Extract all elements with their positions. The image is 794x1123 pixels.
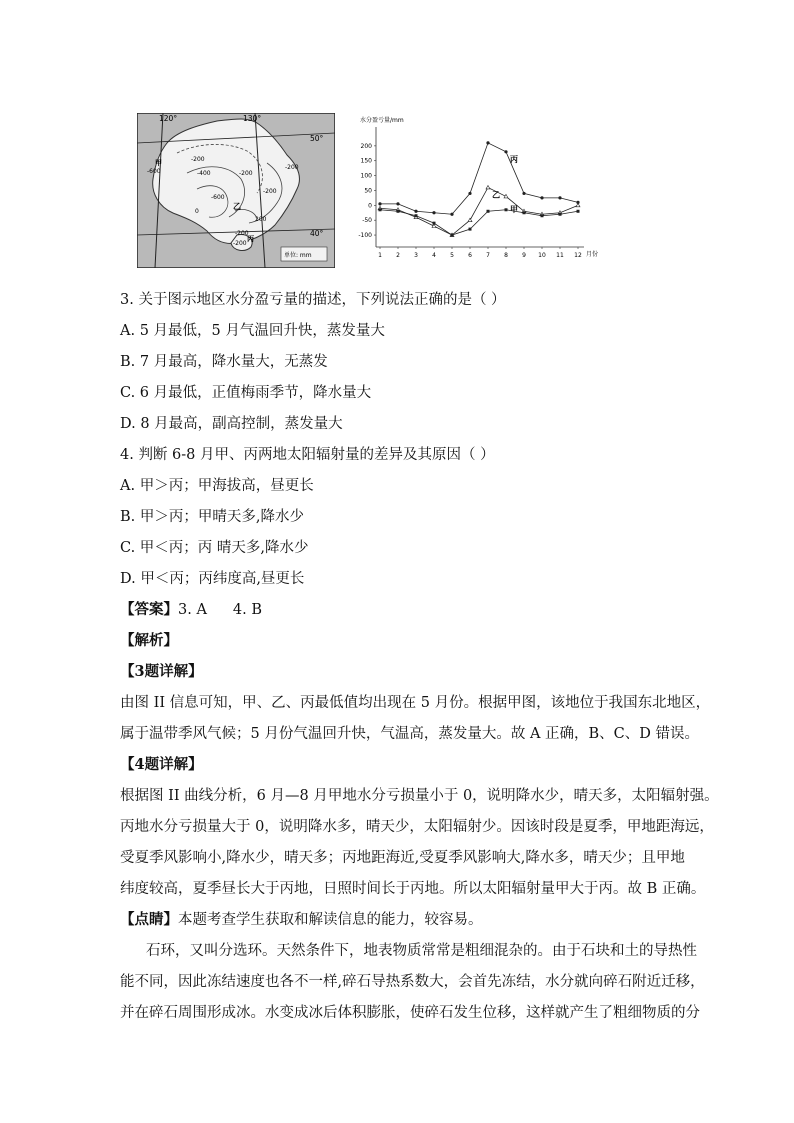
place-label-yi: 乙 [233,202,241,211]
data-point [432,211,435,214]
q4-stem: 4. 判断 6-8 月甲、丙两地太阳辐射量的差异及其原因（ ） [120,447,495,463]
detail4-line: 纬度较高，夏季昼长大于丙地，日照时间长于丙地。所以太阳辐射量甲大于丙。故 B 正确。 [120,881,706,897]
contour-label: -200 [239,170,253,177]
x-tick-label: 9 [522,252,526,259]
lat-label: 50° [310,134,324,143]
data-point [486,185,490,189]
x-tick-label: 3 [414,252,418,259]
answer-4: 4. B [232,602,263,618]
answer-label: 【答案】 [120,601,178,618]
y-tick-label: -100 [358,232,372,240]
data-point [559,213,562,216]
data-point [540,196,543,199]
chart-xlabel: 月份 [586,251,599,258]
lat-label: 40° [310,229,324,238]
data-point [433,222,436,225]
y-tick-label: 150 [360,157,372,165]
data-point [577,210,580,213]
contour-label: 200 [255,216,267,223]
detail4-line: 受夏季风影响小,降水少，晴天多；丙地距海近,受夏季风影响大,降水多，晴天少；且甲地 [120,850,685,866]
detail4-label: 【4题详解】 [120,756,203,773]
data-point [450,213,453,216]
data-point [379,208,382,211]
place-label-bing: 丙 [247,235,254,243]
data-point [414,210,417,213]
detail4-line: 根据图 II 曲线分析，6 月—8 月甲地水分亏损量小于 0，说明降水少，晴天多，太阳辐射强。 [120,788,719,804]
answer-3: 3. A [178,602,207,618]
x-tick-label: 1 [378,252,382,259]
y-tick-label: 100 [360,172,372,180]
contour-label: -600 [147,168,161,175]
passage-line: 并在碎石周围形成冰。水变成冰后体积膨胀，使碎石发生位移，这样就产生了粗细物质的分 [120,1005,700,1021]
y-tick-label: 0 [368,202,372,210]
contour-label: -200 [285,164,299,171]
detail3-line: 属于温带季风气候；5 月份气温回升快，气温高，蒸发量大。故 A 正确，B、C、D 错误。 [120,726,700,742]
contour-label: -200 [235,230,249,237]
series-label: 乙 [492,190,500,200]
data-point [505,208,508,211]
x-tick-label: 11 [556,252,564,259]
answer-line [120,600,262,620]
contour-map-figure [137,113,335,268]
data-point [468,218,472,222]
q3-option-b: B. 7 月最高，降水量大，无蒸发 [120,354,328,370]
detail4-line: 丙地水分亏损量大于 0，说明降水多，晴天少，太阳辐射少。因该时段是夏季，甲地距海远， [120,819,714,835]
q3-option-d: D. 8 月最高，副高控制，蒸发量大 [120,416,343,432]
data-point [486,141,489,144]
q4-option-a: A. 甲＞丙；甲海拔高，昼更长 [120,478,314,494]
data-point [558,196,561,199]
x-tick-label: 4 [432,252,436,259]
passage-line: 能不同，因此冻结速度也各不一样,碎石导热系数大，会首先冻结，水分就向碎石附近迁移， [120,974,705,990]
analysis-label: 【解析】 [120,632,178,649]
contour-label: -600 [211,194,225,201]
detail3-label: 【3题详解】 [120,663,203,680]
data-point [541,214,544,217]
contour-label: 0 [195,208,199,215]
contour-label: -200 [263,188,277,195]
contour-label: -200 [191,156,205,163]
contour-label: -200 [233,240,247,247]
contour-label: -400 [197,170,211,177]
tip-line [120,910,483,930]
q4-option-b: B. 甲＞丙；甲晴天多,降水少 [120,509,304,525]
tip-label: 【点睛】 [120,911,178,928]
y-tick-label: 200 [360,142,372,150]
x-tick-label: 12 [574,252,582,259]
x-tick-label: 6 [468,252,472,259]
series-line-乙 [380,187,578,235]
series-label: 甲 [510,204,518,214]
data-point [522,192,525,195]
lon-label: 130° [243,114,262,123]
place-label-jia: 甲 [155,159,162,167]
unit-label: 单位: mm [284,252,312,259]
lon-label: 120° [159,114,178,123]
x-tick-label: 8 [504,252,508,259]
q3-option-a: A. 5 月最低，5 月气温回升快，蒸发量大 [120,323,385,339]
q3-option-c: C. 6 月最低，正值梅雨季节，降水量大 [120,385,372,401]
data-point [415,214,418,217]
x-tick-label: 7 [486,252,490,259]
data-point [487,210,490,213]
y-tick-label: -50 [362,217,372,225]
q4-option-c: C. 甲＜丙；丙 晴天多,降水少 [120,540,309,556]
tip-text: 本题考查学生获取和解读信息的能力，较容易。 [178,912,483,928]
data-point [396,202,399,205]
y-tick-label: 50 [364,187,372,195]
chart-title: 水分盈亏量/mm [360,117,404,124]
data-point [468,192,471,195]
passage-line: 石环，又叫分选环。天然条件下，地表物质常常是粗细混杂的。由于石块和土的导热性 [146,943,697,959]
data-point [378,202,381,205]
water-balance-line-chart [350,113,610,268]
detail3-line: 由图 II 信息可知，甲、乙、丙最低值均出现在 5 月份。根据甲图，该地位于我国东北地区， [120,695,711,711]
x-tick-label: 2 [396,252,400,259]
series-label: 丙 [510,154,518,164]
data-point [576,203,580,207]
data-point [397,210,400,213]
data-point [504,150,507,153]
q3-stem: 3. 关于图示地区水分盈亏量的描述，下列说法正确的是（ ） [120,292,506,308]
q4-option-d: D. 甲＜丙；丙纬度高,昼更长 [120,571,305,587]
x-tick-label: 5 [450,252,454,259]
data-point [451,234,454,237]
x-tick-label: 10 [538,252,546,259]
data-point [523,211,526,214]
data-point [469,228,472,231]
